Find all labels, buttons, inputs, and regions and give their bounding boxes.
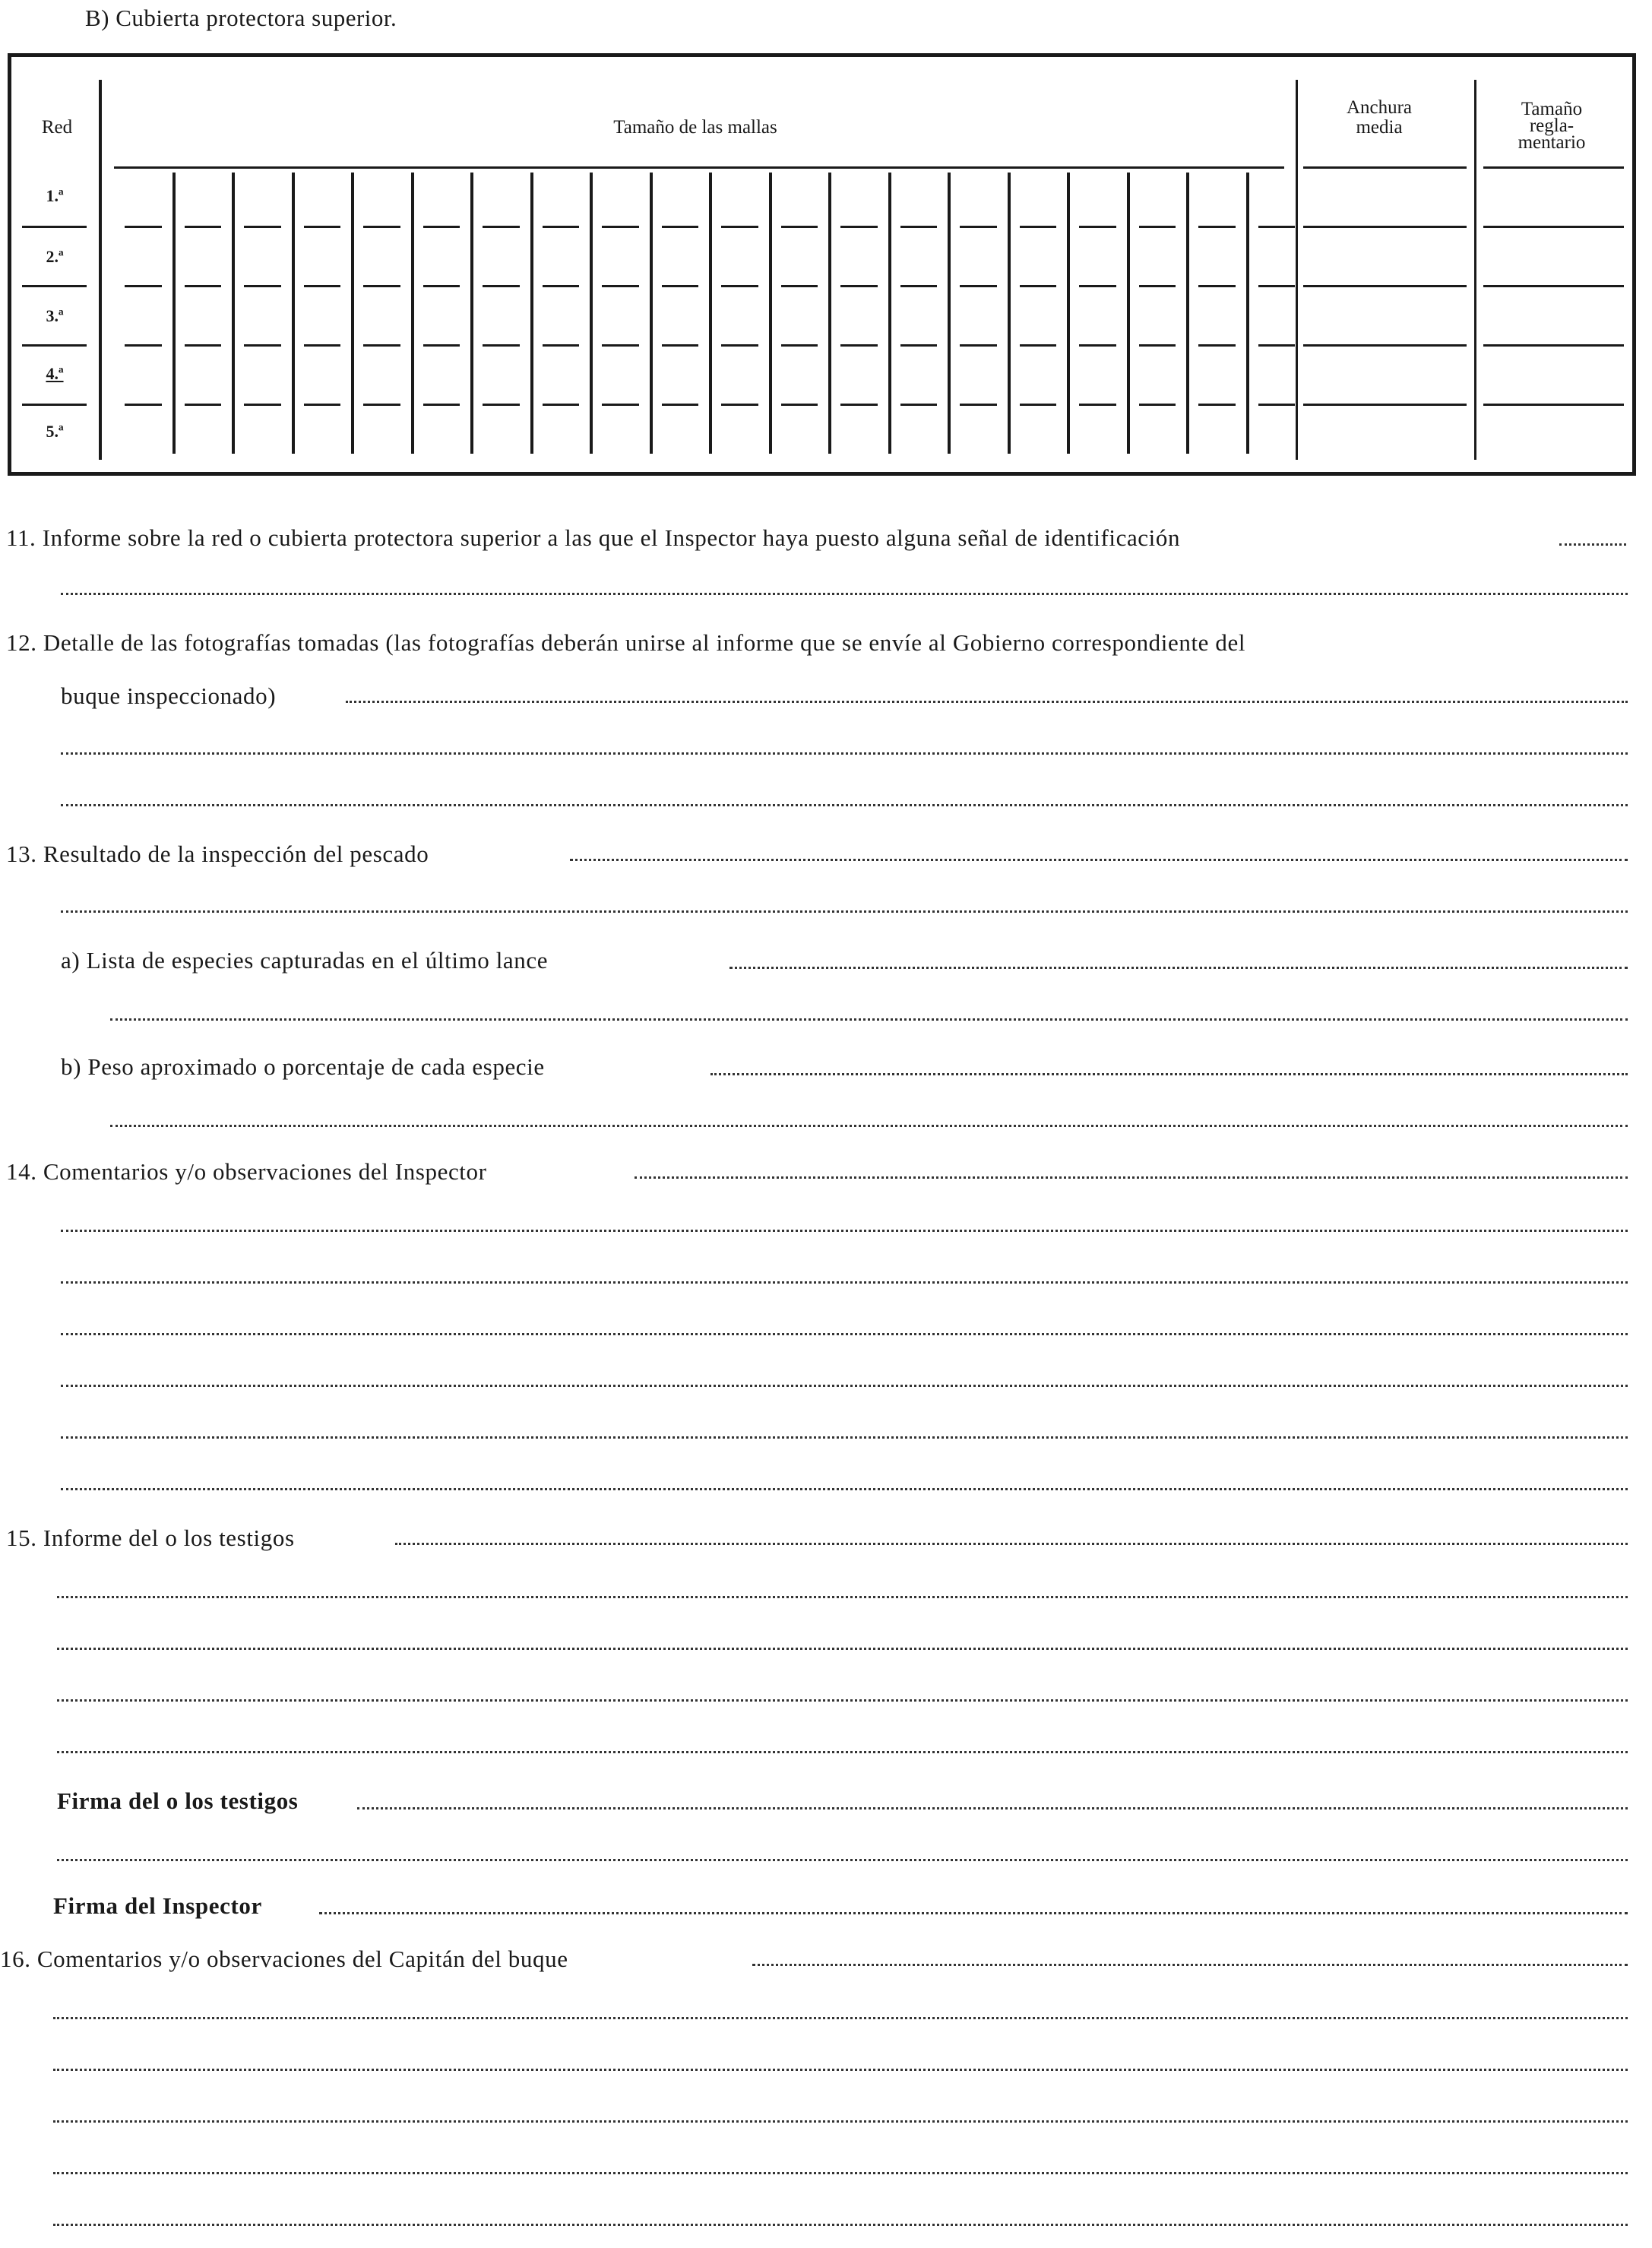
mesh-cell-dash <box>1079 344 1116 347</box>
mesh-cell-dash <box>304 404 341 406</box>
mesh-cell-dash <box>1198 344 1236 347</box>
mesh-cell-divider <box>530 173 533 454</box>
mesh-cell-divider <box>411 173 414 454</box>
mesh-cell-dash <box>721 404 758 406</box>
mesh-cell-dash <box>423 285 460 287</box>
dotted-line[interactable] <box>395 1543 1628 1545</box>
dotted-line[interactable] <box>53 2017 1628 2019</box>
mesh-cell-dash <box>304 344 341 347</box>
mesh-cell-dash <box>363 404 400 406</box>
item-13b: b) Peso aproximado o porcentaje de cada especie <box>61 1053 551 1081</box>
mesh-cell-dash <box>483 226 520 228</box>
mesh-cell-dash <box>423 226 460 228</box>
row-label-5: 5.ª <box>46 422 64 441</box>
mesh-cell-dash <box>721 226 758 228</box>
firma-inspector-label: Firma del Inspector <box>53 1892 268 1920</box>
mesh-cell-dash <box>1139 404 1176 406</box>
mesh-cell-dash <box>721 285 758 287</box>
mesh-cell-dash <box>1020 344 1057 347</box>
dotted-line[interactable] <box>53 2224 1628 2226</box>
dotted-line[interactable] <box>53 2120 1628 2123</box>
mesh-cell-dash <box>662 285 699 287</box>
item-13a: a) Lista de especies capturadas en el último lance <box>61 947 554 974</box>
dotted-line[interactable] <box>61 910 1628 913</box>
firma-inspector-line[interactable] <box>319 1912 1628 1914</box>
dotted-line[interactable] <box>346 701 1628 703</box>
mesh-cell-dash <box>185 344 222 347</box>
dotted-line[interactable] <box>57 1648 1628 1650</box>
mesh-cell-dash <box>840 285 878 287</box>
anchura-row-rule <box>1303 344 1467 347</box>
mesh-cell-divider <box>948 173 951 454</box>
dotted-line[interactable] <box>1559 543 1626 546</box>
anchura-row-rule <box>1303 226 1467 228</box>
mesh-cell-dash <box>125 344 162 347</box>
tamano-row-rule <box>1483 226 1624 228</box>
mesh-cell-dash <box>244 344 281 347</box>
dotted-line[interactable] <box>710 1073 1628 1075</box>
mesh-cell-dash <box>1258 344 1296 347</box>
row-label-4: 4.ª <box>46 364 64 383</box>
dotted-line[interactable] <box>53 2172 1628 2174</box>
item-15: 15. Informe del o los testigos <box>6 1525 301 1552</box>
anchura-row-rule <box>1303 285 1467 287</box>
separator-anchura <box>1296 80 1298 460</box>
dotted-line[interactable] <box>53 2069 1628 2071</box>
dotted-line[interactable] <box>61 752 1628 755</box>
mesh-cell-dash <box>1258 404 1296 406</box>
mesh-cell-dash <box>185 285 222 287</box>
item-12: 12. Detalle de las fotografías tomadas (las fotografías deberán unirse al informe que se envíe al Gobierno correspondiente del <box>6 629 1252 657</box>
mesh-cell-dash <box>900 404 938 406</box>
mesh-cell-dash <box>363 226 400 228</box>
mesh-cell-dash <box>781 344 818 347</box>
mesh-cell-dash <box>483 285 520 287</box>
header-tamano-reglamentario: Tamaño regla- mentario <box>1517 99 1586 153</box>
mesh-cell-dash <box>662 226 699 228</box>
mesh-cell-divider <box>769 173 772 454</box>
mesh-cell-dash <box>900 344 938 347</box>
mesh-cell-dash <box>781 404 818 406</box>
dotted-line[interactable] <box>61 1333 1628 1335</box>
row-label-1: 1.ª <box>46 186 64 205</box>
mesh-cell-divider <box>470 173 473 454</box>
dotted-line[interactable] <box>570 859 1628 861</box>
mesh-cell-dash <box>602 226 639 228</box>
mesh-cell-divider <box>1008 173 1011 454</box>
mesh-cell-dash <box>483 344 520 347</box>
mesh-cell-dash <box>363 344 400 347</box>
mesh-cell-dash <box>125 404 162 406</box>
mesh-cell-divider <box>650 173 653 454</box>
mesh-cell-dash <box>244 285 281 287</box>
anchura-row-rule <box>1303 404 1467 406</box>
mesh-cell-dash <box>1020 285 1057 287</box>
dotted-line[interactable] <box>729 967 1628 969</box>
mesh-cell-dash <box>1079 285 1116 287</box>
mesh-cell-dash <box>1020 404 1057 406</box>
mesh-cell-dash <box>483 404 520 406</box>
mesh-cell-dash <box>840 226 878 228</box>
separator-red <box>99 80 102 460</box>
mesh-cell-dash <box>1198 226 1236 228</box>
red-row-rule <box>22 404 87 406</box>
mesh-cell-dash <box>781 285 818 287</box>
dotted-line[interactable] <box>57 1859 1628 1861</box>
mesh-cell-dash <box>602 404 639 406</box>
row-label-3: 3.ª <box>46 306 64 325</box>
mesh-cell-divider <box>590 173 593 454</box>
mesh-cell-divider <box>709 173 712 454</box>
dotted-line[interactable] <box>57 1699 1628 1702</box>
mesh-cell-dash <box>423 344 460 347</box>
mesh-cell-dash <box>244 226 281 228</box>
mesh-cell-divider <box>232 173 235 454</box>
mesh-cell-dash <box>840 344 878 347</box>
item-11: 11. Informe sobre la red o cubierta protectora superior a las que el Inspector haya puesto alguna señal de identificación <box>6 524 1186 552</box>
dotted-line[interactable] <box>61 1488 1628 1490</box>
mesh-cell-dash <box>125 285 162 287</box>
mesh-cell-dash <box>602 344 639 347</box>
mesh-cell-divider <box>828 173 831 454</box>
mesh-cell-dash <box>900 285 938 287</box>
tamano-row-rule <box>1483 344 1624 347</box>
mesh-cell-dash <box>1258 226 1296 228</box>
row-label-2: 2.ª <box>46 247 64 266</box>
mesh-cell-dash <box>662 404 699 406</box>
firma-testigos-line[interactable] <box>357 1807 1628 1809</box>
dotted-line[interactable] <box>57 1596 1628 1598</box>
dotted-line[interactable] <box>635 1176 1628 1179</box>
dotted-line[interactable] <box>61 1230 1628 1232</box>
red-row-rule <box>22 344 87 347</box>
mesh-cell-dash <box>304 285 341 287</box>
tamano-row-rule <box>1483 404 1624 406</box>
mesh-cell-dash <box>960 344 997 347</box>
red-row-rule <box>22 285 87 287</box>
mesh-cell-divider <box>1246 173 1249 454</box>
mesh-cell-dash <box>1139 285 1176 287</box>
mesh-cell-divider <box>351 173 354 454</box>
header-rule-mallas <box>114 166 1284 169</box>
mesh-cell-dash <box>721 344 758 347</box>
mesh-cell-dash <box>185 226 222 228</box>
mesh-cell-divider <box>1067 173 1070 454</box>
section-b-title: B) Cubierta protectora superior. <box>85 5 397 31</box>
header-anchura-media: Anchura media <box>1346 97 1413 138</box>
dotted-line[interactable] <box>752 1964 1628 1966</box>
mesh-cell-dash <box>363 285 400 287</box>
dotted-line[interactable] <box>110 1125 1628 1127</box>
mesh-cell-dash <box>960 285 997 287</box>
item-16: 16. Comentarios y/o observaciones del Capitán del buque <box>0 1946 574 1973</box>
mesh-cell-dash <box>543 344 580 347</box>
dotted-line[interactable] <box>61 1385 1628 1387</box>
item-13: 13. Resultado de la inspección del pescado <box>6 841 435 868</box>
mesh-cell-dash <box>662 344 699 347</box>
mesh-cell-divider <box>1186 173 1189 454</box>
mesh-cell-dash <box>960 404 997 406</box>
dotted-line[interactable] <box>57 1751 1628 1753</box>
mesh-size-table <box>8 53 1636 476</box>
mesh-cell-dash <box>1258 285 1296 287</box>
mesh-cell-divider <box>1127 173 1130 454</box>
mesh-cell-dash <box>543 404 580 406</box>
mesh-cell-divider <box>888 173 891 454</box>
mesh-cell-dash <box>543 226 580 228</box>
tamano-row-rule <box>1483 285 1624 287</box>
mesh-cell-dash <box>602 285 639 287</box>
red-row-rule <box>22 226 87 228</box>
dotted-line[interactable] <box>110 1018 1628 1021</box>
mesh-cell-dash <box>125 226 162 228</box>
mesh-cell-dash <box>1139 226 1176 228</box>
mesh-cell-dash <box>900 226 938 228</box>
mesh-cell-dash <box>1020 226 1057 228</box>
mesh-cell-divider <box>292 173 295 454</box>
dotted-line[interactable] <box>61 1436 1628 1439</box>
mesh-cell-dash <box>1198 404 1236 406</box>
header-rule-anchura <box>1303 166 1467 169</box>
mesh-cell-dash <box>423 404 460 406</box>
mesh-cell-dash <box>543 285 580 287</box>
mesh-cell-dash <box>960 226 997 228</box>
mesh-cell-dash <box>781 226 818 228</box>
item-12-cont: buque inspeccionado) <box>61 682 282 710</box>
mesh-cell-dash <box>1079 404 1116 406</box>
firma-testigos-label: Firma del o los testigos <box>57 1787 304 1815</box>
mesh-cell-dash <box>1198 285 1236 287</box>
header-tamano-mallas: Tamaño de las mallas <box>613 117 777 138</box>
dotted-line[interactable] <box>61 1281 1628 1284</box>
mesh-cell-dash <box>244 404 281 406</box>
header-rule-tamano <box>1483 166 1624 169</box>
dotted-line[interactable] <box>61 804 1628 806</box>
dotted-line[interactable] <box>61 593 1628 595</box>
header-red: Red <box>41 117 73 138</box>
mesh-cell-dash <box>1139 344 1176 347</box>
mesh-cell-dash <box>840 404 878 406</box>
mesh-cell-dash <box>1079 226 1116 228</box>
item-14: 14. Comentarios y/o observaciones del Inspector <box>6 1158 493 1186</box>
mesh-cell-dash <box>185 404 222 406</box>
separator-tamano <box>1474 80 1476 460</box>
mesh-cell-divider <box>172 173 176 454</box>
mesh-cell-dash <box>304 226 341 228</box>
